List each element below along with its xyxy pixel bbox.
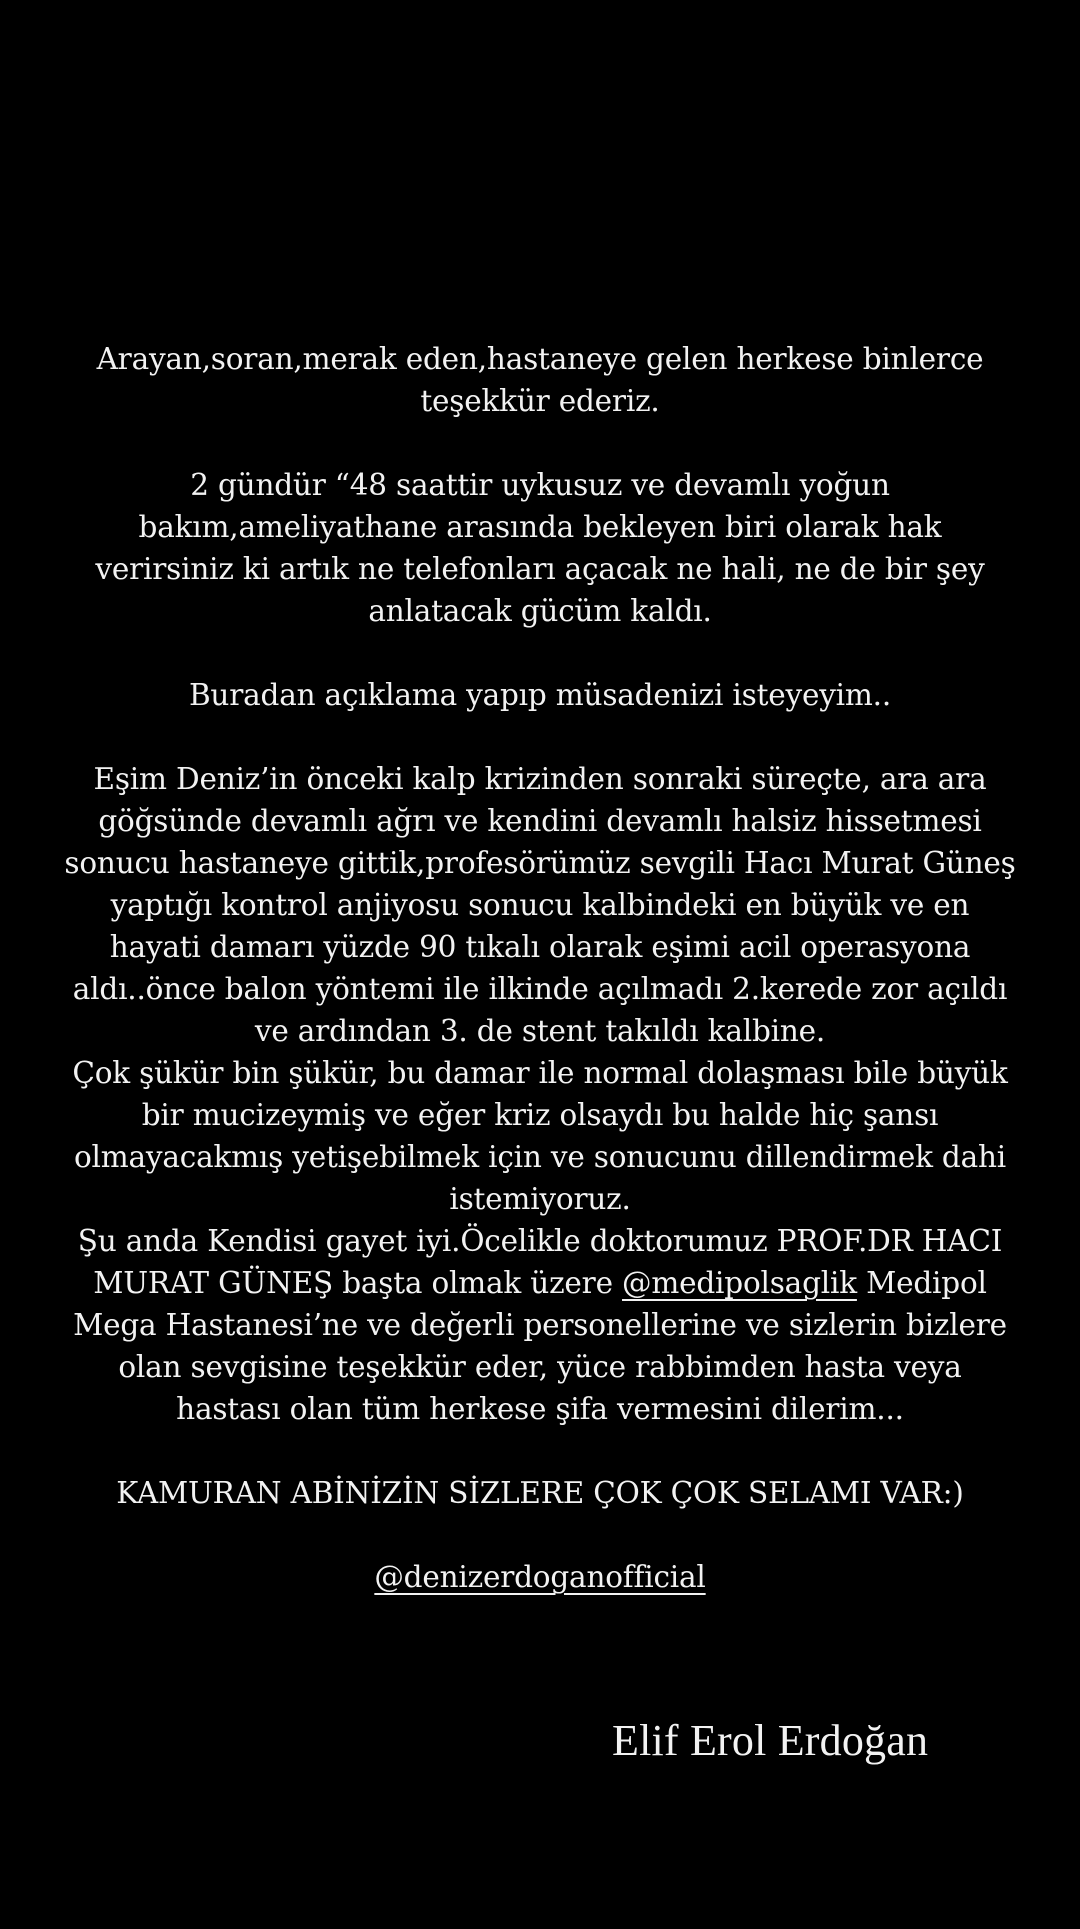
text-line: bakım,ameliyathane arasında bekleyen biri olarak hak	[138, 510, 942, 544]
text-line: hayati damarı yüzde 90 tıkalı olarak eşimi acil operasyona	[109, 930, 971, 964]
text-line-with-mention	[0, 1262, 1080, 1304]
text-line: teşekkür ederiz.	[420, 384, 660, 418]
text-line: 2 gündür “48 saattir uykusuz ve devamlı yoğun	[190, 468, 890, 502]
text-line: sonucu hastaneye gittik,profesörümüz sevgili Hacı Murat Güneş	[64, 846, 1016, 880]
text-line: verirsiniz ki artık ne telefonları açacak ne hali, ne de bir şey	[95, 552, 985, 586]
text-line: KAMURAN ABİNİZİN SİZLERE ÇOK ÇOK SELAMI VAR:)	[116, 1476, 964, 1510]
text-line: olmayacakmış yetişebilmek için ve sonucunu dillendirmek dahi	[73, 1140, 1007, 1174]
text-line: Buradan açıklama yapıp müsadenizi isteyeyim..	[188, 678, 892, 712]
text-line: olan sevgisine teşekkür eder, yüce rabbimden hasta veya	[118, 1350, 962, 1384]
text-fragment: Medipol	[856, 1266, 987, 1300]
text-line: Arayan,soran,merak eden,hastaneye gelen herkese binlerce	[96, 342, 984, 376]
mention-tag-line	[0, 1556, 1080, 1598]
text-line: Mega Hastanesi’ne ve değerli personellerine ve sizlerin bizlere	[73, 1308, 1007, 1342]
text-line: anlatacak gücüm kaldı.	[368, 594, 712, 628]
text-line: aldı..önce balon yöntemi ile ilkinde açılmadı 2.kerede zor açıldı	[72, 972, 1008, 1006]
text-fragment: MURAT GÜNEŞ başta olmak üzere	[93, 1266, 623, 1300]
text-line: ve ardından 3. de stent takıldı kalbine.	[254, 1014, 826, 1048]
text-line: bir mucizeymiş ve eğer kriz olsaydı bu halde hiç şansı	[141, 1098, 939, 1132]
text-line: Çok şükür bin şükür, bu damar ile normal dolaşması bile büyük	[72, 1056, 1008, 1090]
text-line: hastası olan tüm herkese şifa vermesini dilerim...	[176, 1392, 904, 1426]
medipolsaglik-mention-link[interactable]: @medipolsaglik	[622, 1266, 857, 1300]
text-line: Eşim Deniz’in önceki kalp krizinden sonraki süreçte, ara ara	[93, 762, 987, 796]
text-line: göğsünde devamlı ağrı ve kendini devamlı halsiz hissetmesi	[98, 804, 982, 838]
story-text	[0, 338, 1080, 1598]
signature-text: Elif Erol Erdoğan	[612, 1716, 929, 1765]
text-line: istemiyoruz.	[449, 1182, 631, 1216]
text-line: yaptığı kontrol anjiyosu sonucu kalbindeki en büyük ve en	[110, 888, 970, 922]
denizerdoganofficial-mention-tag[interactable]: @denizerdoganofficial	[374, 1560, 706, 1594]
text-line: Şu anda Kendisi gayet iyi.Öcelikle doktorumuz PROF.DR HACI	[77, 1224, 1003, 1258]
